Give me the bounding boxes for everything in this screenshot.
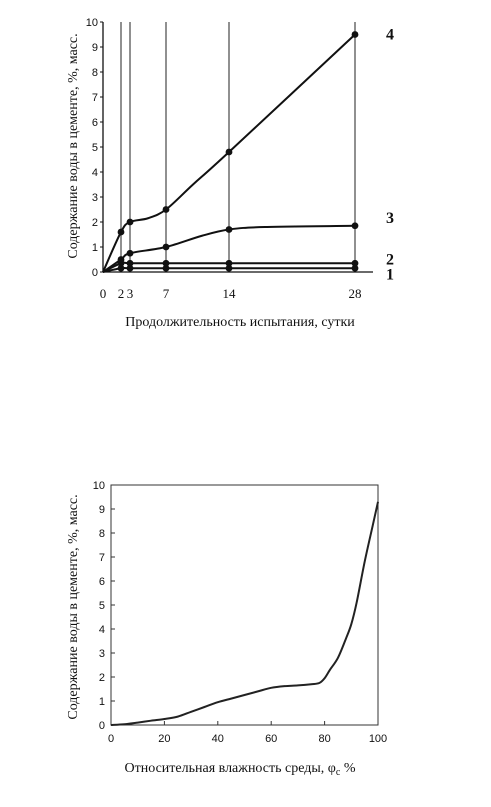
chart2-y-tick-label-6: 6 xyxy=(98,576,105,588)
chart2-y-axis-label: Содержание воды в цементе, %, масс. xyxy=(66,494,81,720)
chart2-series-line xyxy=(111,502,378,725)
chart1-x-tick-label-1: 2 xyxy=(117,286,125,301)
chart1-x-tick-label-0: 0 xyxy=(99,286,107,301)
chart1-series-label-2: 2 xyxy=(386,251,394,269)
chart1-y-tick-label-0: 0 xyxy=(91,267,98,279)
chart2-x-tick-label-1: 20 xyxy=(158,733,171,745)
chart1-x-tick-label-5: 28 xyxy=(348,286,362,301)
chart2-y-tick-label-4: 4 xyxy=(98,624,105,636)
chart1-axes xyxy=(100,22,373,272)
chart1-series-label-4: 4 xyxy=(386,26,394,44)
chart1-x-tick-label-3: 7 xyxy=(162,286,170,301)
chart2-y-tick-label-9: 9 xyxy=(98,504,105,516)
chart1-y-tick-label-2: 2 xyxy=(91,217,98,229)
chart2-x-tick-label-2: 40 xyxy=(211,733,224,745)
chart2-y-tick-label-0: 0 xyxy=(98,720,105,732)
chart1-point-s2-3 xyxy=(163,260,170,267)
chart1-point-s4-7 xyxy=(352,31,359,38)
chart1-point-s4-2 xyxy=(127,219,134,226)
chart1-y-tick-label-5: 5 xyxy=(91,142,98,154)
chart1-x-axis-label: Продолжительность испытания, сутки xyxy=(125,315,355,330)
chart2-y-tick-label-10: 10 xyxy=(92,480,105,492)
chart1-y-tick-label-6: 6 xyxy=(91,117,98,129)
chart1-y-axis-label: Содержание воды в цементе, %, масс. xyxy=(66,33,81,259)
chart2-y-tick-label-5: 5 xyxy=(98,600,105,612)
chart2-x-axis-label xyxy=(125,761,356,778)
chart2-x-tick-label-4: 80 xyxy=(318,733,331,745)
chart1-point-s2-2 xyxy=(127,260,134,267)
chart2-y-tick-label-8: 8 xyxy=(98,528,105,540)
chart2-x-axis-label-main: Относительная влажность среды, φ xyxy=(124,761,336,776)
chart1-point-s2-4 xyxy=(226,260,233,267)
chart2-y-tick-label-3: 3 xyxy=(98,648,105,660)
chart2-x-tick-label-0: 0 xyxy=(107,733,115,745)
chart1-series-labels xyxy=(386,27,394,284)
chart1-vertical-gridlines xyxy=(121,22,355,272)
chart2-x-tick-label-3: 60 xyxy=(265,733,278,745)
chart1-y-tick-label-8: 8 xyxy=(91,67,98,79)
chart1-point-s3-3 xyxy=(163,244,170,251)
chart2-x-tick-label-5: 100 xyxy=(368,733,388,745)
chart2-x-axis-label-unit: % xyxy=(340,761,356,776)
chart2-y-tick-label-2: 2 xyxy=(98,672,105,684)
chart2-x-tick-labels xyxy=(108,733,387,745)
chart1-point-s4-4 xyxy=(163,206,170,213)
chart1-y-tick-label-9: 9 xyxy=(91,42,98,54)
chart2-y-tick-label-7: 7 xyxy=(98,552,105,564)
chart1-point-s3-5 xyxy=(226,226,233,233)
chart1-point-s4-6 xyxy=(226,149,233,156)
chart1-point-s3-2 xyxy=(127,250,134,257)
chart1-y-tick-label-3: 3 xyxy=(91,192,98,204)
chart1-data-points xyxy=(118,31,359,272)
chart1-x-tick-labels xyxy=(100,286,362,301)
chart1-y-tick-labels xyxy=(86,17,98,279)
chart2-plot-frame xyxy=(111,485,378,725)
chart1-point-s2-5 xyxy=(352,260,359,267)
chart1-x-tick-label-4: 14 xyxy=(222,286,236,301)
chart1-x-tick-label-2: 3 xyxy=(126,286,134,301)
chart1-series-label-3: 3 xyxy=(386,209,394,227)
chart2-series-line-0 xyxy=(111,502,378,725)
chart1-y-tick-label-1: 1 xyxy=(91,242,98,254)
chart2-frame-rect xyxy=(111,485,378,725)
chart1-point-s3-1 xyxy=(118,256,125,263)
chart1-y-tick-label-4: 4 xyxy=(91,167,98,179)
chart2-x-axis-label-subscript: с xyxy=(335,767,341,778)
chart1-point-s4-1 xyxy=(118,229,125,236)
chart1-series-label-1: 1 xyxy=(386,266,394,284)
chart2-y-tick-labels xyxy=(93,480,105,732)
chart1-y-tick-label-7: 7 xyxy=(91,92,98,104)
chart1-y-tick-label-10: 10 xyxy=(85,17,98,29)
water-content-vs-time-chart xyxy=(0,0,491,340)
chart1-point-s3-7 xyxy=(352,222,359,229)
chart2-y-tick-label-1: 1 xyxy=(98,696,105,708)
